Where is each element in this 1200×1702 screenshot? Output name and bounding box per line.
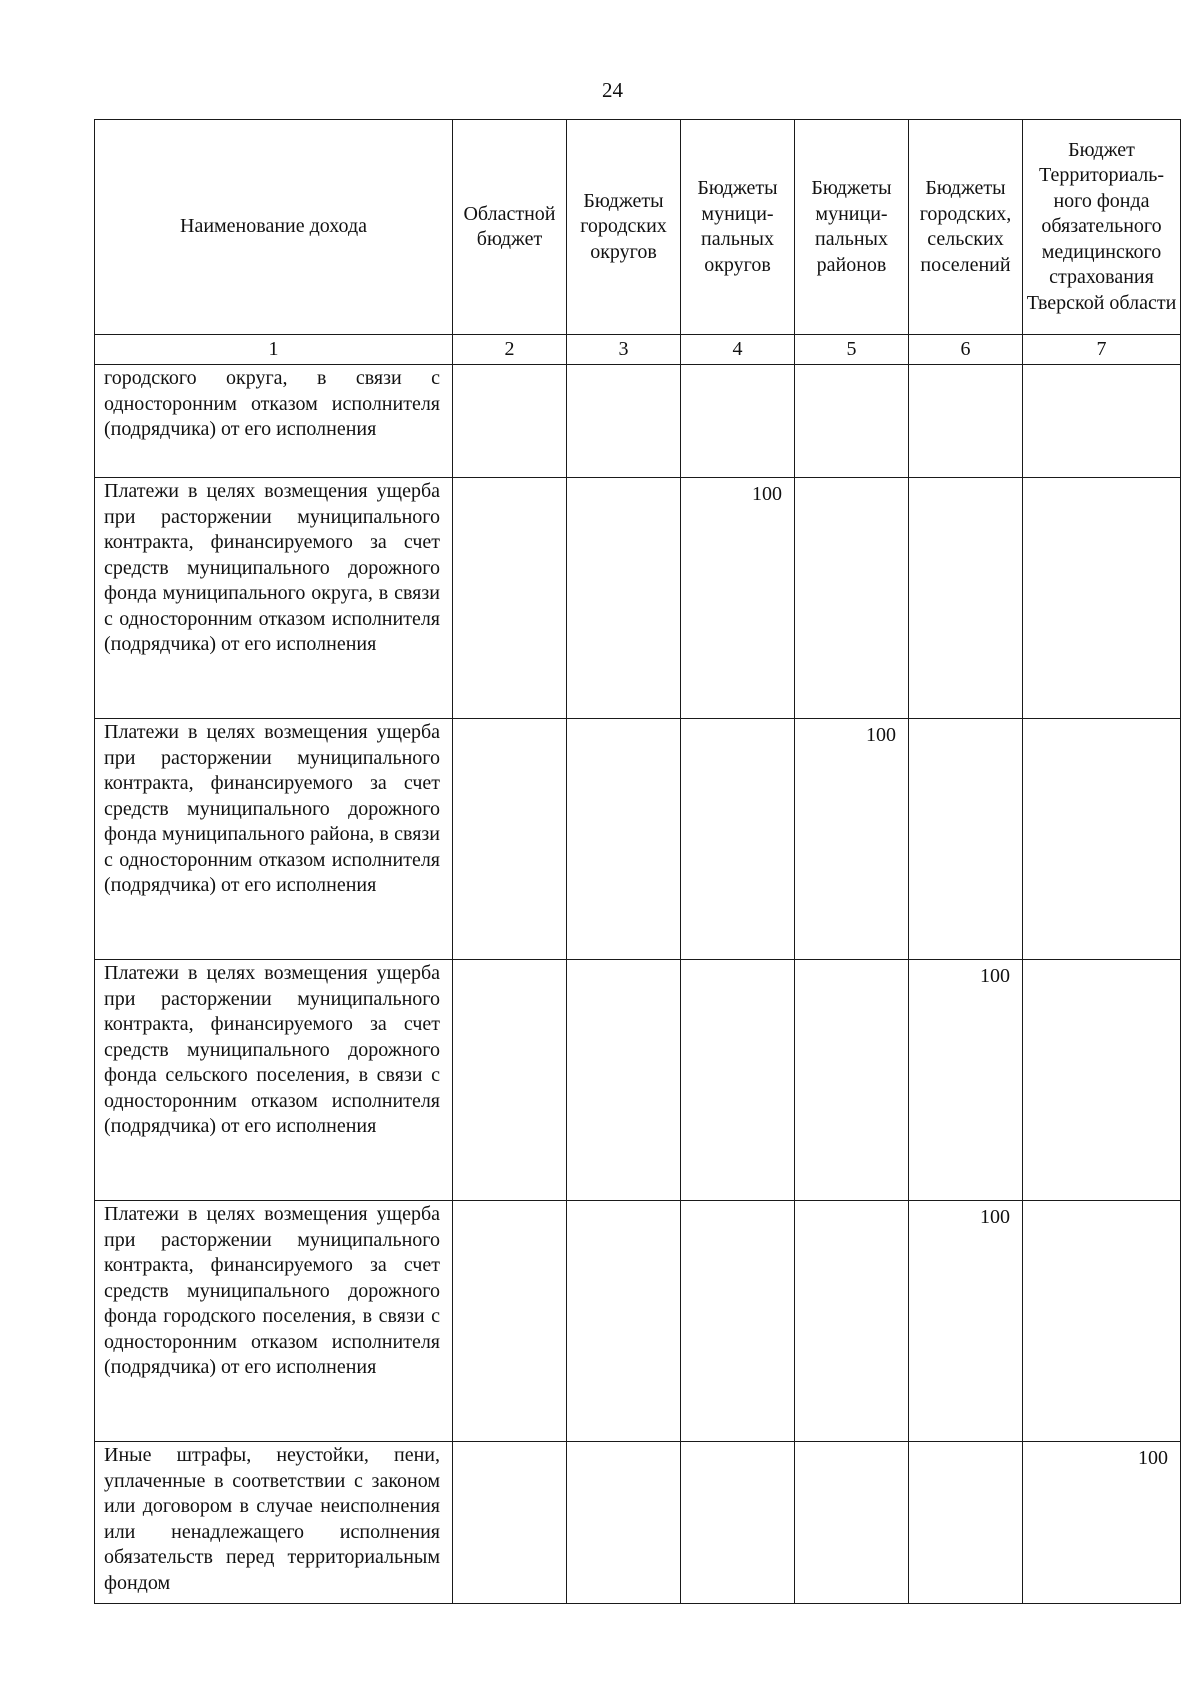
value-cell bbox=[1023, 719, 1181, 960]
header-income-name: Наименование дохода bbox=[95, 120, 453, 335]
value-cell bbox=[909, 1442, 1023, 1604]
column-number: 6 bbox=[909, 335, 1023, 365]
value-cell bbox=[681, 1201, 795, 1442]
value-cell bbox=[567, 1201, 681, 1442]
value-cell bbox=[909, 478, 1023, 719]
income-name-cell: городского округа, в связи с односторонним отказом исполнителя (подрядчика) от его исполнения bbox=[95, 365, 453, 478]
table-row bbox=[95, 1201, 1181, 1442]
table-row bbox=[95, 719, 1181, 960]
value-cell bbox=[567, 365, 681, 478]
value-cell bbox=[681, 960, 795, 1201]
column-number: 4 bbox=[681, 335, 795, 365]
value-cell bbox=[1023, 960, 1181, 1201]
value-cell: 100 bbox=[909, 960, 1023, 1201]
table-header-row bbox=[95, 120, 1181, 335]
header-municipal-regions: Бюджеты муници-пальных районов bbox=[795, 120, 909, 335]
value-cell bbox=[795, 365, 909, 478]
value-cell bbox=[1023, 478, 1181, 719]
income-name-cell: Иные штрафы, неустойки, пени, уплаченные в соответствии с законом или договором в случае неисполнения или ненадлежащего исполнения обязательств перед территориальным фондом bbox=[95, 1442, 453, 1604]
header-municipal-districts: Бюджеты муници-пальных округов bbox=[681, 120, 795, 335]
value-cell bbox=[795, 1442, 909, 1604]
value-cell bbox=[909, 719, 1023, 960]
value-cell bbox=[453, 365, 567, 478]
value-cell bbox=[453, 960, 567, 1201]
value-cell: 100 bbox=[1023, 1442, 1181, 1604]
value-cell: 100 bbox=[681, 478, 795, 719]
value-cell bbox=[567, 1442, 681, 1604]
page-number: 24 bbox=[602, 78, 623, 102]
income-name-cell: Платежи в целях возмещения ущерба при расторжении муниципального контракта, финансируемого за счет средств муниципального дорожного фонда сельского поселения, в связи с односторонним отказом исполнителя (подрядчика) от его исполнения bbox=[95, 960, 453, 1201]
header-medical-insurance-fund: Бюджет Территориаль-ного фонда обязательного медицинского страхования Тверской области bbox=[1023, 120, 1181, 335]
value-cell bbox=[453, 1442, 567, 1604]
income-name-cell: Платежи в целях возмещения ущерба при расторжении муниципального контракта, финансируемого за счет средств муниципального дорожного фонда муниципального района, в связи с односторонним отказом исполнителя (подрядчика) от его исполнения bbox=[95, 719, 453, 960]
value-cell bbox=[681, 1442, 795, 1604]
value-cell bbox=[795, 1201, 909, 1442]
value-cell bbox=[681, 719, 795, 960]
table-row bbox=[95, 960, 1181, 1201]
header-settlements: Бюджеты городских, сельских поселений bbox=[909, 120, 1023, 335]
value-cell bbox=[1023, 1201, 1181, 1442]
column-number: 3 bbox=[567, 335, 681, 365]
value-cell bbox=[567, 719, 681, 960]
income-name-cell: Платежи в целях возмещения ущерба при расторжении муниципального контракта, финансируемого за счет средств муниципального дорожного фонда городского поселения, в связи с односторонним отказом исполнителя (подрядчика) от его исполнения bbox=[95, 1201, 453, 1442]
column-number: 7 bbox=[1023, 335, 1181, 365]
header-urban-districts: Бюджеты городских округов bbox=[567, 120, 681, 335]
value-cell bbox=[681, 365, 795, 478]
value-cell bbox=[567, 478, 681, 719]
column-number: 5 bbox=[795, 335, 909, 365]
value-cell bbox=[909, 365, 1023, 478]
table-row bbox=[95, 365, 1181, 478]
value-cell bbox=[567, 960, 681, 1201]
table-row bbox=[95, 478, 1181, 719]
value-cell bbox=[795, 478, 909, 719]
table-row bbox=[95, 1442, 1181, 1604]
value-cell: 100 bbox=[909, 1201, 1023, 1442]
revenue-distribution-table bbox=[94, 119, 1181, 1604]
value-cell bbox=[453, 478, 567, 719]
column-number-row bbox=[95, 335, 1181, 365]
header-regional-budget: Областной бюджет bbox=[453, 120, 567, 335]
value-cell bbox=[453, 1201, 567, 1442]
value-cell bbox=[795, 960, 909, 1201]
column-number: 2 bbox=[453, 335, 567, 365]
value-cell bbox=[1023, 365, 1181, 478]
income-name-cell: Платежи в целях возмещения ущерба при расторжении муниципального контракта, финансируемого за счет средств муниципального дорожного фонда муниципального округа, в связи с односторонним отказом исполнителя (подрядчика) от его исполнения bbox=[95, 478, 453, 719]
column-number: 1 bbox=[95, 335, 453, 365]
value-cell: 100 bbox=[795, 719, 909, 960]
value-cell bbox=[453, 719, 567, 960]
